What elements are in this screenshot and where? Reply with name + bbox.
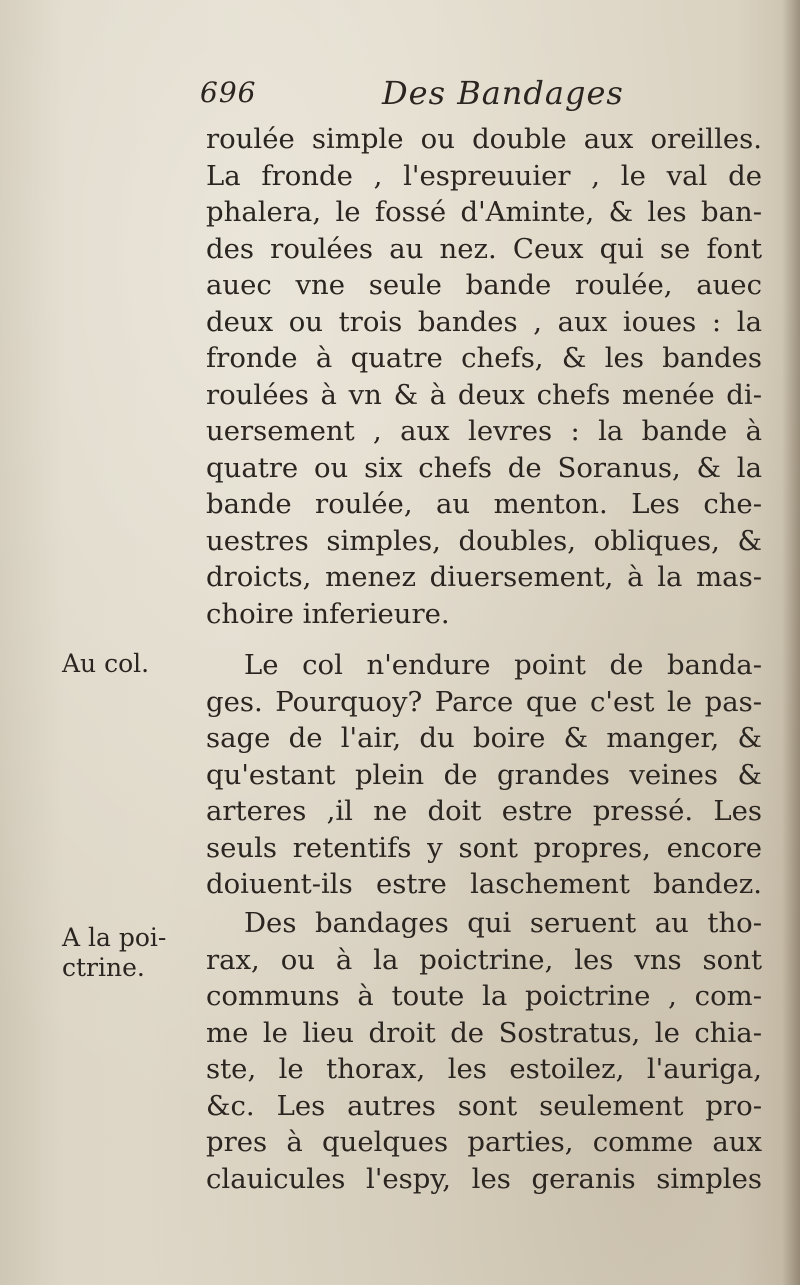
text-line: uersement , aux levres : la bande à (206, 415, 762, 447)
text-line: seuls retentifs y sont propres, encore (206, 831, 762, 864)
text-line: quatre ou six chefs de Soranus, & la (206, 451, 762, 484)
text-line: ges. Pourquoy? Parce que c'est le pas- (206, 685, 762, 718)
text-line: La fronde , l'espreuuier , le val de (206, 159, 762, 192)
text-line: droicts, menez diuersement, à la mas- (206, 561, 762, 593)
text-line: doiuent-ils estre laschement bandez. (206, 868, 762, 900)
text-line: Des bandages qui seruent au tho- (244, 907, 762, 939)
text-line: &c. Les autres sont seulement pro- (206, 1089, 762, 1122)
text-line: des roulées au nez. Ceux qui se font (206, 232, 762, 265)
text-line: Le col n'endure point de banda- (244, 649, 762, 681)
page-edge-shadow (782, 0, 800, 1285)
text-line: rax, ou à la poictrine, les vns sont (206, 943, 762, 976)
text-line: clauicules l'espy, les geranis simples (206, 1162, 762, 1195)
text-line: deux ou trois bandes , aux ioues : la (206, 305, 762, 338)
text-line: choire inferieure. (206, 597, 450, 630)
margin-note-poictrine-line-1: A la poi- (62, 923, 167, 952)
text-line: communs à toute la poictrine , com- (206, 980, 762, 1012)
text-line: auec vne seule bande roulée, auec (206, 269, 762, 301)
running-head: Des Bandages (382, 74, 624, 112)
text-line: ste, le thorax, les estoilez, l'auriga, (206, 1053, 762, 1085)
margin-note-poictrine-line-2: ctrine. (62, 953, 145, 982)
text-line: phalera, le fossé d'Aminte, & les ban- (206, 196, 762, 228)
text-line: arteres ,il ne doit estre pressé. Les (206, 795, 762, 827)
text-line: pres à quelques parties, comme aux (206, 1126, 762, 1158)
text-line: fronde à quatre chefs, & les bandes (206, 342, 762, 374)
text-line: sage de l'air, du boire & manger, & (206, 722, 762, 754)
text-line: uestres simples, doubles, obliques, & (206, 524, 762, 557)
text-line: roulée simple ou double aux oreilles. (206, 123, 762, 155)
text-line: me le lieu droit de Sostratus, le chia- (206, 1016, 762, 1049)
margin-note-au-col: Au col. (62, 649, 150, 678)
text-line: roulées à vn & à deux chefs menée di- (206, 378, 762, 411)
text-line: qu'estant plein de grandes veines & (206, 758, 762, 791)
page-number: 696 (200, 76, 257, 109)
text-line: bande roulée, au menton. Les che- (206, 488, 762, 520)
